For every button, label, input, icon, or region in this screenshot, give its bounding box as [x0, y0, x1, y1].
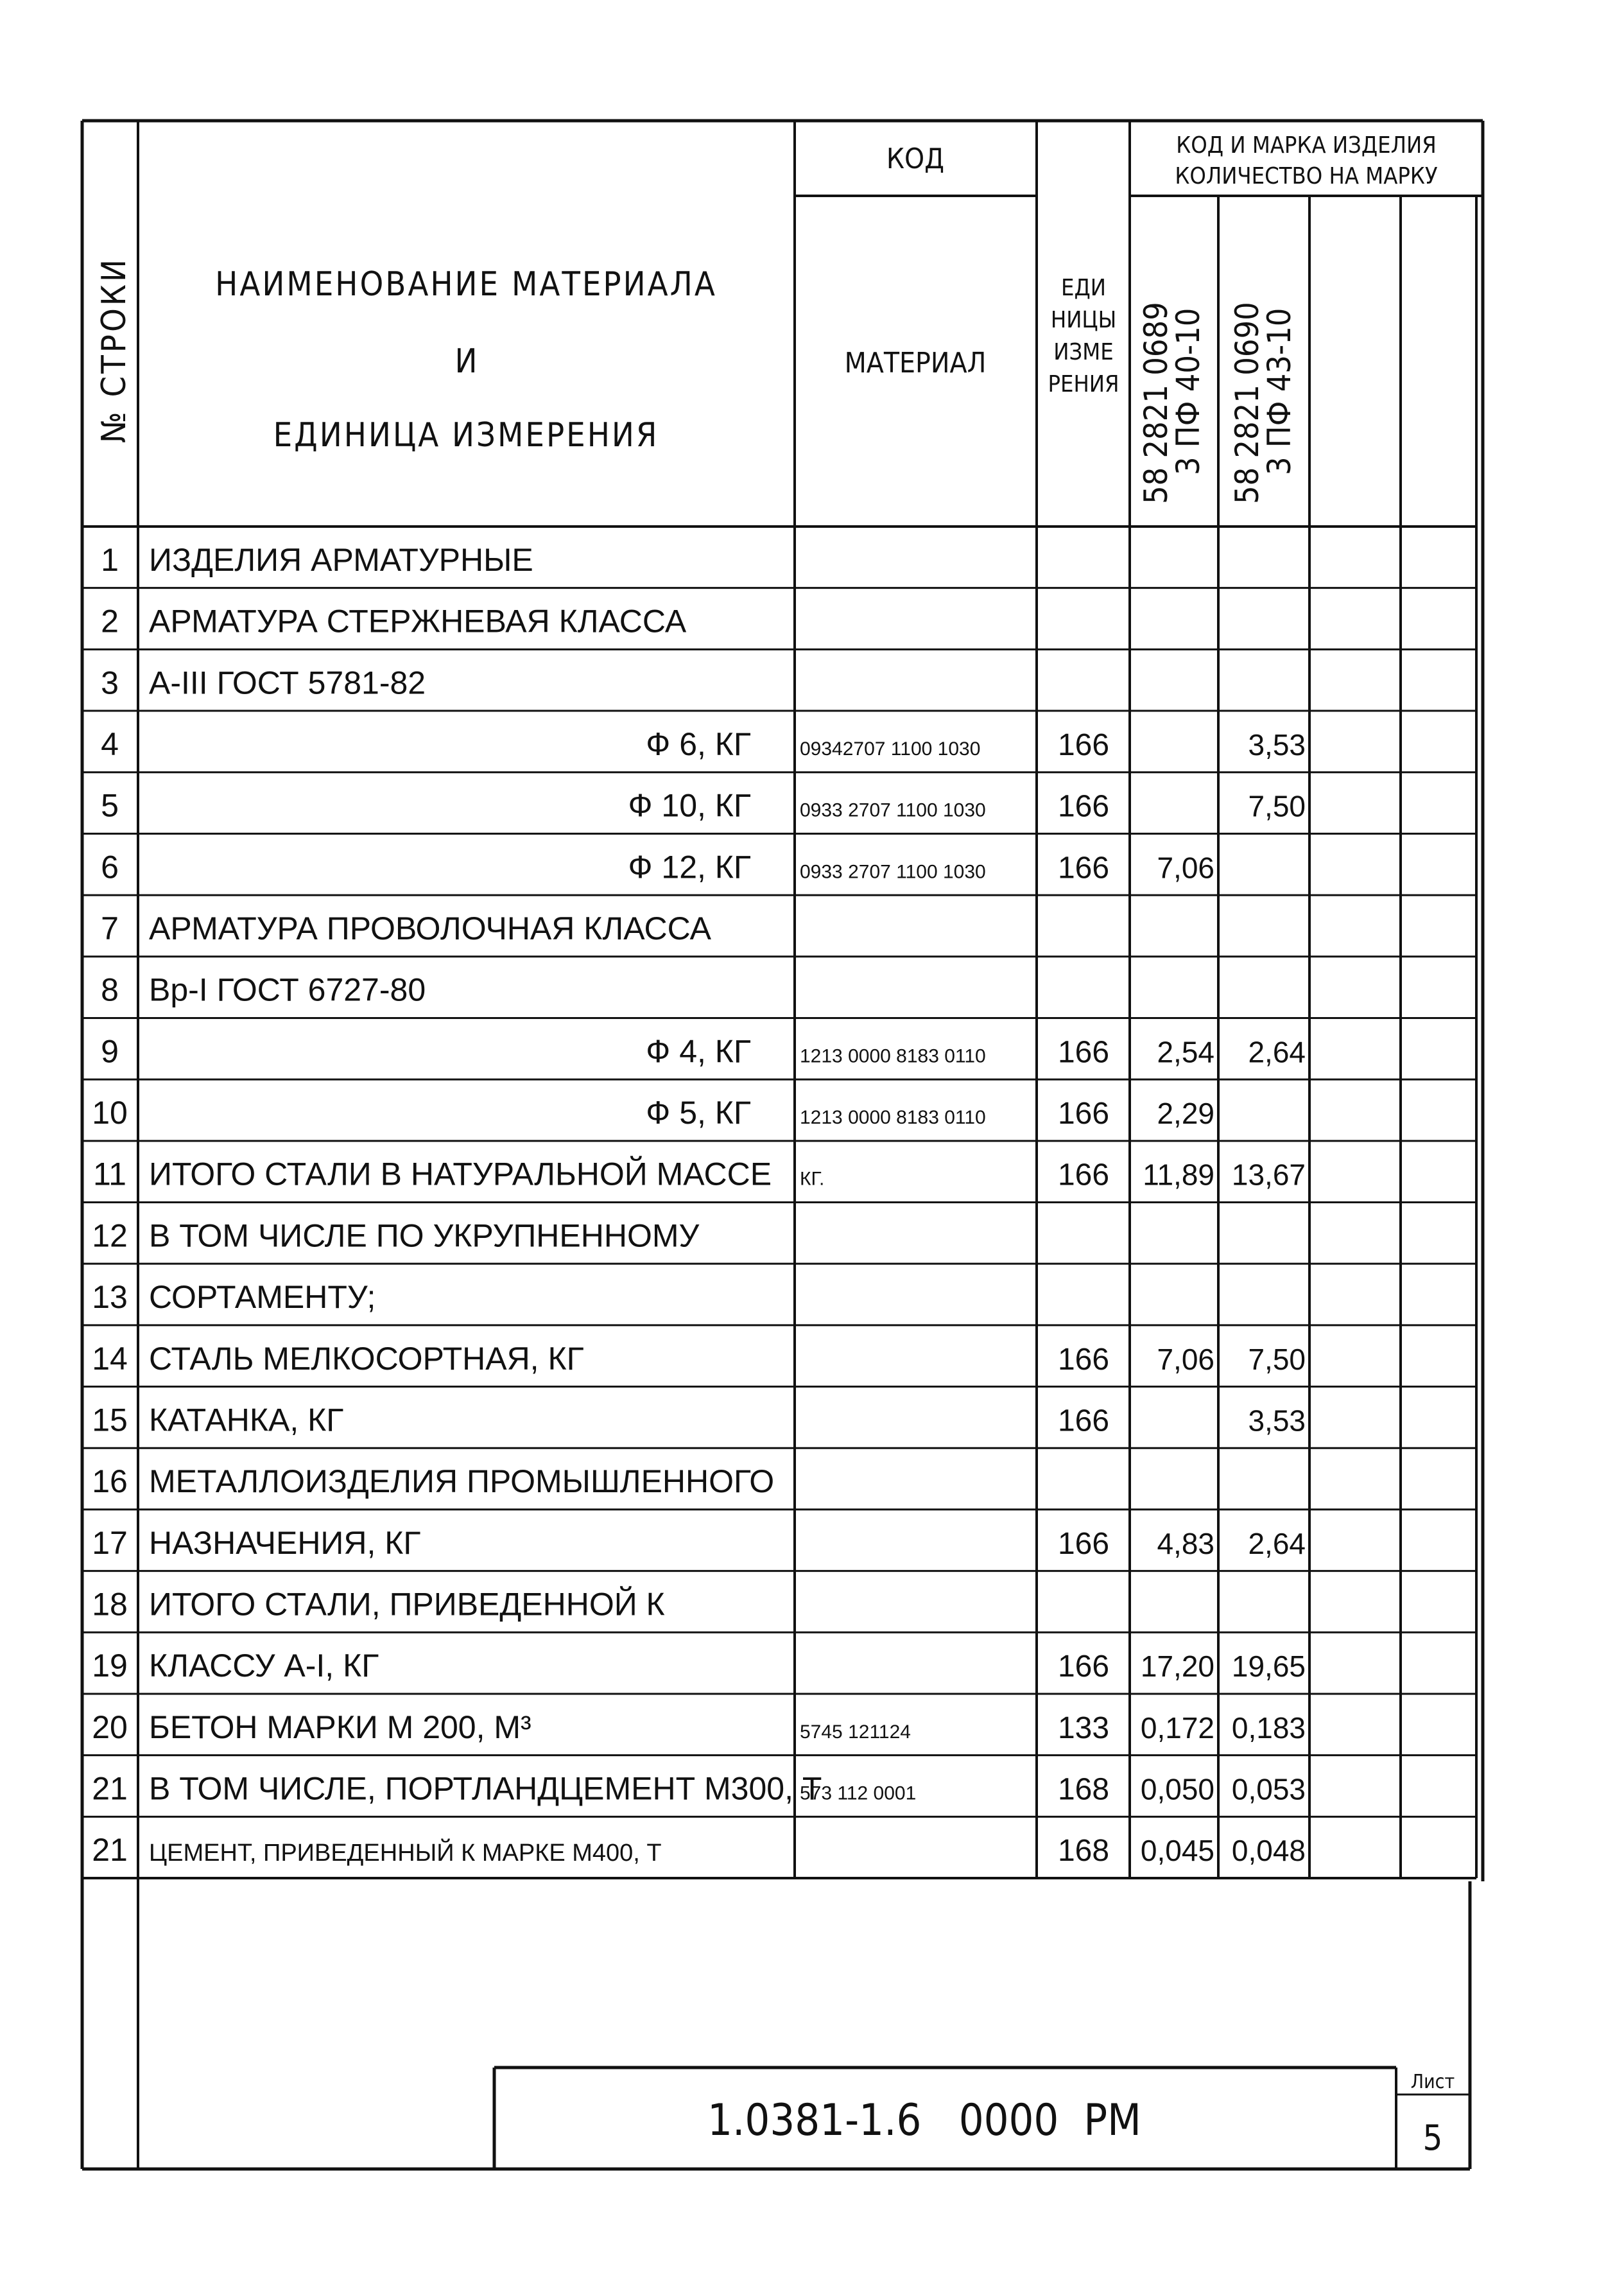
row-quantity-product1: 7,06 — [1157, 851, 1214, 885]
row-name: СОРТАМЕНТУ; — [149, 1279, 376, 1316]
header-code-group: КОД — [886, 143, 945, 175]
row-number: 15 — [92, 1402, 128, 1438]
row-name: Вр-I ГОСТ 6727-80 — [149, 971, 426, 1008]
row-number: 16 — [92, 1463, 128, 1500]
row-quantity-product2: 13,67 — [1231, 1158, 1306, 1192]
row-quantity-product2: 3,53 — [1248, 727, 1306, 762]
row-quantity-product1: 7,06 — [1157, 1342, 1214, 1376]
row-name: БЕТОН МАРКИ М 200, М³ — [149, 1709, 531, 1745]
table-row — [101, 910, 711, 946]
row-name: В ТОМ ЧИСЛЕ, ПОРТЛАНДЦЕМЕНТ М300, Т — [149, 1770, 822, 1807]
row-material-code: 1213 0000 8183 0110 — [800, 1045, 986, 1067]
row-number: 4 — [101, 726, 119, 762]
row-number: 19 — [92, 1648, 128, 1684]
row-number: 17 — [92, 1524, 128, 1561]
row-number: 11 — [93, 1156, 126, 1192]
row-quantity-product1: 0,172 — [1140, 1711, 1214, 1745]
row-unit-code: 166 — [1057, 1650, 1110, 1684]
row-unit-code: 166 — [1057, 1342, 1110, 1377]
row-quantity-product2: 7,50 — [1248, 1342, 1306, 1376]
table-header — [95, 132, 1438, 504]
row-number: 3 — [101, 665, 119, 701]
row-name: МЕТАЛЛОИЗДЕЛИЯ ПРОМЫШЛЕННОГО — [149, 1463, 775, 1500]
header-unit-line3: ИЗМЕ — [1053, 339, 1114, 365]
row-name: Ф 12, КГ — [628, 849, 751, 885]
table-row — [92, 1341, 1306, 1377]
row-unit-code: 166 — [1057, 1526, 1110, 1561]
table-row — [101, 849, 1214, 885]
header-name-line2: И — [454, 342, 478, 381]
row-name: КЛАССУ А-I, КГ — [149, 1648, 379, 1684]
row-quantity-product1: 17,20 — [1140, 1650, 1214, 1684]
table-row — [92, 1279, 376, 1315]
table-row — [101, 542, 533, 578]
row-unit-code: 166 — [1057, 789, 1110, 824]
row-number: 7 — [101, 910, 119, 946]
header-product1-mark: 3 ПФ 40-10 — [1170, 308, 1207, 475]
row-name: Ф 10, КГ — [628, 787, 751, 824]
row-material-code: 1213 0000 8183 0110 — [800, 1107, 986, 1129]
row-name: КАТАНКА, КГ — [149, 1402, 344, 1438]
header-unit-line4: РЕНИЯ — [1048, 371, 1119, 397]
header-product1-code: 58 2821 0689 — [1137, 302, 1175, 504]
row-unit-code: 168 — [1057, 1834, 1110, 1868]
row-material-code: 5745 121124 — [800, 1721, 911, 1743]
row-number: 12 — [92, 1217, 128, 1254]
table-row — [101, 604, 687, 640]
header-unit-line1: ЕДИ — [1061, 275, 1106, 301]
header-product2-code: 58 2821 0690 — [1229, 302, 1266, 504]
row-name: ИТОГО СТАЛИ В НАТУРАЛЬНОЙ МАССЕ — [149, 1156, 772, 1192]
table-row — [93, 1156, 1306, 1192]
row-material-code: 0933 2707 1100 1030 — [800, 799, 986, 821]
table-row — [101, 788, 1306, 824]
row-number: 20 — [92, 1709, 128, 1745]
header-unit-line2: НИЦЫ — [1050, 307, 1117, 333]
row-name: ЦЕМЕНТ, ПРИВЕДЕННЫЙ К МАРКЕ М400, Т — [149, 1840, 662, 1867]
row-name: АРМАТУРА СТЕРЖНЕВАЯ КЛАССА — [149, 603, 687, 640]
row-number: 5 — [101, 787, 119, 824]
row-number: 2 — [101, 603, 119, 640]
table-row — [92, 1463, 774, 1499]
row-name: А-III ГОСТ 5781-82 — [149, 665, 426, 701]
row-unit-code: 166 — [1057, 1404, 1110, 1438]
row-quantity-product1: 0,050 — [1140, 1772, 1214, 1806]
table-body — [92, 542, 1306, 1868]
row-unit-code: 166 — [1057, 851, 1110, 885]
table-row — [92, 1525, 1306, 1561]
header-row-no: № СТРОКИ — [95, 257, 134, 443]
table-row — [101, 665, 426, 701]
row-quantity-product2: 0,053 — [1231, 1772, 1306, 1806]
table-row — [101, 1033, 1306, 1069]
table-row — [92, 1832, 1306, 1868]
table-row — [92, 1095, 1214, 1131]
table-row — [92, 1585, 665, 1622]
sheet-number: 5 — [1422, 2118, 1443, 2158]
header-code-material: МАТЕРИАЛ — [844, 347, 987, 379]
row-number: 21 — [92, 1832, 128, 1868]
row-number: 9 — [101, 1033, 119, 1070]
row-number: 14 — [92, 1340, 128, 1377]
row-name: Ф 4, КГ — [646, 1033, 751, 1070]
header-product2-mark: 3 ПФ 43-10 — [1261, 308, 1298, 475]
row-material-code: 0933 2707 1100 1030 — [800, 861, 986, 883]
row-material-code: 573 112 0001 — [800, 1782, 917, 1804]
row-number: 13 — [92, 1279, 128, 1316]
row-quantity-product2: 7,50 — [1248, 789, 1306, 823]
row-name: СТАЛЬ МЕЛКОСОРТНАЯ, КГ — [149, 1340, 584, 1377]
row-unit-code: 133 — [1057, 1711, 1110, 1745]
row-quantity-product2: 3,53 — [1248, 1404, 1306, 1438]
row-name: ИТОГО СТАЛИ, ПРИВЕДЕННОЙ К — [149, 1586, 665, 1623]
row-number: 1 — [101, 541, 119, 578]
row-unit-code: 166 — [1057, 727, 1110, 762]
row-name: Ф 5, КГ — [646, 1095, 751, 1131]
row-material-code: КГ. — [800, 1168, 825, 1190]
table-row — [101, 972, 426, 1008]
row-quantity-product2: 19,65 — [1231, 1650, 1306, 1684]
row-name: ИЗДЕЛИЯ АРМАТУРНЫЕ — [149, 541, 533, 578]
title-block — [494, 2068, 1470, 2169]
header-product-group-line2: КОЛИЧЕСТВО НА МАРКУ — [1175, 163, 1438, 189]
row-quantity-product2: 0,183 — [1231, 1711, 1306, 1745]
row-number: 8 — [101, 971, 119, 1008]
row-lines — [82, 588, 1476, 1817]
row-quantity-product1: 2,29 — [1157, 1097, 1214, 1131]
row-quantity-product1: 11,89 — [1143, 1158, 1214, 1192]
header-name-line1: НАИМЕНОВАНИЕ МАТЕРИАЛА — [215, 265, 717, 304]
row-number: 18 — [92, 1586, 128, 1623]
sheet-label: Лист — [1410, 2071, 1455, 2093]
table-row — [92, 1217, 699, 1253]
row-name: АРМАТУРА ПРОВОЛОЧНАЯ КЛАССА — [149, 910, 711, 946]
row-name: НАЗНАЧЕНИЯ, КГ — [149, 1524, 421, 1561]
row-quantity-product2: 2,64 — [1248, 1035, 1306, 1069]
row-quantity-product1: 2,54 — [1157, 1035, 1214, 1069]
row-quantity-product2: 0,048 — [1231, 1834, 1306, 1868]
table-row — [101, 726, 1306, 762]
row-unit-code: 168 — [1057, 1772, 1110, 1807]
table-row — [92, 1709, 1306, 1745]
row-unit-code: 166 — [1057, 1097, 1110, 1131]
row-name: Ф 6, КГ — [646, 726, 751, 762]
row-quantity-product2: 2,64 — [1248, 1526, 1306, 1560]
row-unit-code: 166 — [1057, 1158, 1110, 1192]
row-number: 21 — [92, 1770, 128, 1807]
row-number: 6 — [101, 849, 119, 885]
header-name-line3: ЕДИНИЦА ИЗМЕРЕНИЯ — [273, 416, 659, 455]
table-row — [92, 1771, 1306, 1807]
row-name: В ТОМ ЧИСЛЕ ПО УКРУПНЕННОМУ — [149, 1217, 700, 1254]
row-quantity-product1: 0,045 — [1140, 1834, 1214, 1868]
row-quantity-product1: 4,83 — [1157, 1526, 1214, 1560]
table-row — [92, 1648, 1306, 1684]
document-designation: 1.0381-1.6 0000 РМ — [707, 2095, 1141, 2146]
table-row — [92, 1402, 1306, 1438]
row-unit-code: 166 — [1057, 1035, 1110, 1070]
row-material-code: 09342707 1100 1030 — [800, 738, 981, 760]
row-number: 10 — [92, 1095, 128, 1131]
header-product-group-line1: КОД И МАРКА ИЗДЕЛИЯ — [1176, 132, 1437, 159]
